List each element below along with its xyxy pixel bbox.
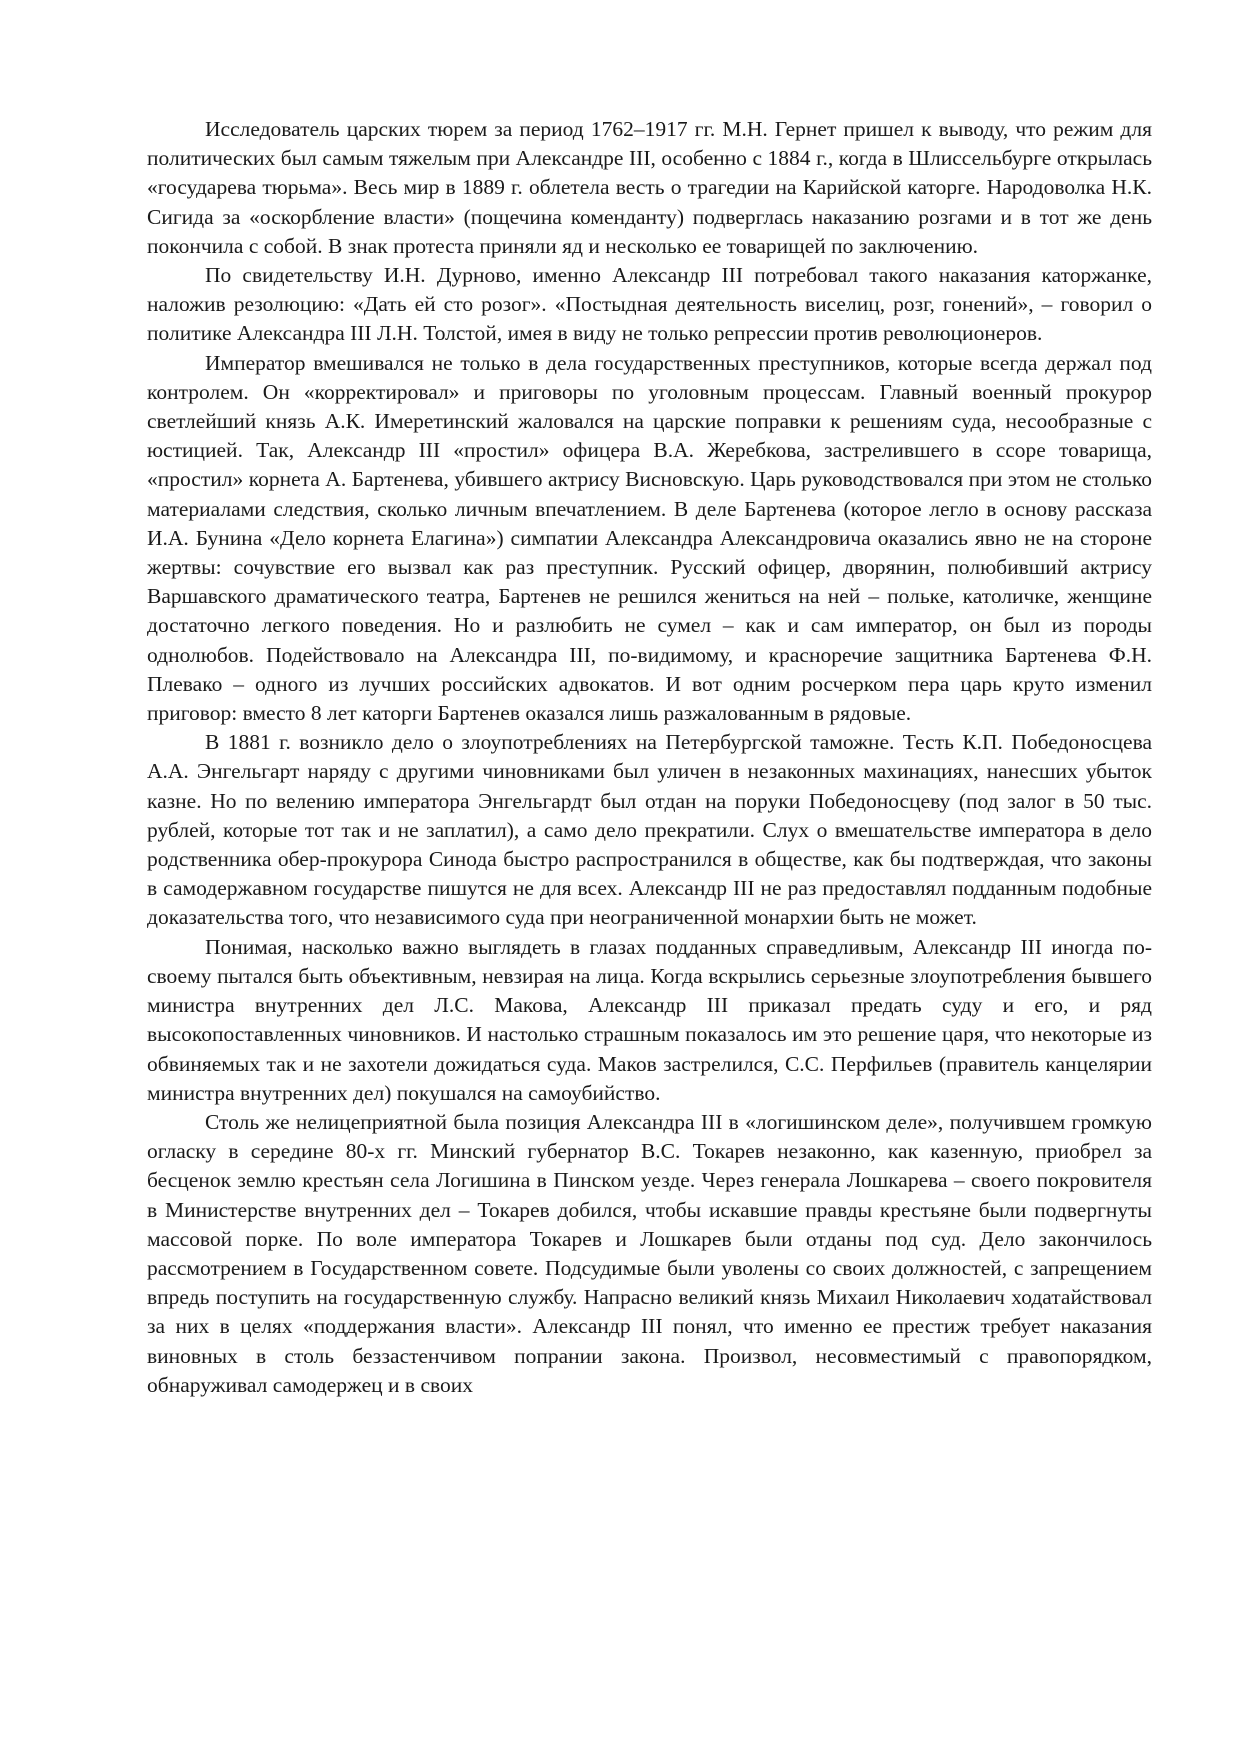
paragraph-1: Исследователь царских тюрем за период 1762–1917 гг. М.Н. Гернет пришел к выводу, что режим для политических был самым тяжелым при Александре III, особенно с 1884 г., когда в Шлиссельбурге открылась «государева тюрьма». Весь мир в 1889 г. облетела весть о трагедии на Карийской каторге. Народоволка Н.К. Сигида за «оскорбление власти» (пощечина коменданту) подверглась наказанию розгами и в тот же день покончила с собой. В знак протеста приняли яд и несколько ее товарищей по заключению. — [147, 117, 1152, 258]
paragraph-2: По свидетельству И.Н. Дурново, именно Александр III потребовал такого наказания каторжанке, наложив резолюцию: «Дать ей сто розог». «Постыдная деятельность виселиц, розг, гонений», – говорил о политике Александра III Л.Н. Толстой, имея в виду не только репрессии против революционеров. — [147, 263, 1152, 346]
paragraph-5: Понимая, насколько важно выглядеть в глазах подданных справедливым, Александр III иногда по-своему пытался быть объективным, невзирая на лица. Когда вскрылись серьезные злоупотребления бывшего министра внутренних дел Л.С. Макова, Александр III приказал предать суду и его, и ряд высокопоставленных чиновников. И настолько страшным показалось им это решение царя, что некоторые из обвиняемых так и не захотели дожидаться суда. Маков застрелился, С.С. Перфильев (правитель канцелярии министра внутренних дел) покушался на самоубийство. — [147, 934, 1152, 1105]
paragraph-4: В 1881 г. возникло дело о злоупотреблениях на Петербургской таможне. Тесть К.П. Победоносцева А.А. Энгельгарт наряду с другими чиновниками был уличен в незаконных махинациях, нанесших убыток казне. Но по велению императора Энгельгардт был отдан на поруки Победоносцеву (под залог в 50 тыс. рублей, которые тот так и не заплатил), а само дело прекратили. Слух о вмешательстве императора в дело родственника обер-прокурора Синода быстро распространился в обществе, как бы подтверждая, что законы в самодержавном государстве пишутся не для всех. Александр III не раз предоставлял подданным подобные доказательства того, что независимого суда при неограниченной монархии быть не может. — [147, 730, 1152, 930]
paragraph-3: Император вмешивался не только в дела государственных преступников, которые всегда держал под контролем. Он «корректировал» и приговоры по уголовным процессам. Главный военный прокурор светлейший князь А.К. Имеретинский жаловался на царские поправки к решениям суда, несообразные с юстицией. Так, Александр III «простил» офицера В.А. Жеребкова, застрелившего в ссоре товарища, «простил» корнета А. Бартенева, убившего актрису Висновскую. Царь руководствовался при этом не столько материалами следствия, сколько личным впечатлением. В деле Бартенева (которое легло в основу рассказа И.А. Бунина «Дело корнета Елагина») симпатии Александра Александровича оказались явно не на стороне жертвы: сочувствие его вызвал как раз преступник. Русский офицер, дворянин, полюбивший актрису Варшавского драматического театра, Бартенев не решился жениться на ней – польке, католичке, женщине достаточно легкого поведения. Но и разлюбить не сумел – как и сам император, он был из породы однолюбов. Подействовало на Александра III, по-видимому, и красноречие защитника Бартенева Ф.Н. Плевако – одного из лучших российских адвокатов. И вот одним росчерком пера царь круто изменил приговор: вместо 8 лет каторги Бартенев оказался лишь разжалованным в рядовые. — [147, 350, 1152, 726]
paragraph-6: Столь же нелицеприятной была позиция Александра III в «логишинском деле», получившем громкую огласку в середине 80-х гг. Минский губернатор В.С. Токарев незаконно, как казенную, приобрел за бесценок землю крестьян села Логишина в Пинском уезде. Через генерала Лошкарева – своего покровителя в Министерстве внутренних дел – Токарев добился, чтобы искавшие правды крестьяне были подвергнуты массовой порке. По воле императора Токарев и Лошкарев были отданы под суд. Дело закончилось рассмотрением в Государственном совете. Подсудимые были уволены со своих должностей, с запрещением впредь поступить на государственную службу. Напрасно великий князь Михаил Николаевич ходатайствовал за них в целях «поддержания власти». Александр III понял, что именно ее престиж требует наказания виновных в столь беззастенчивом попрании закона. Произвол, несовместимый с правопорядком, обнаруживал самодержец и в своих — [147, 1109, 1152, 1397]
document-page — [147, 115, 1152, 1400]
